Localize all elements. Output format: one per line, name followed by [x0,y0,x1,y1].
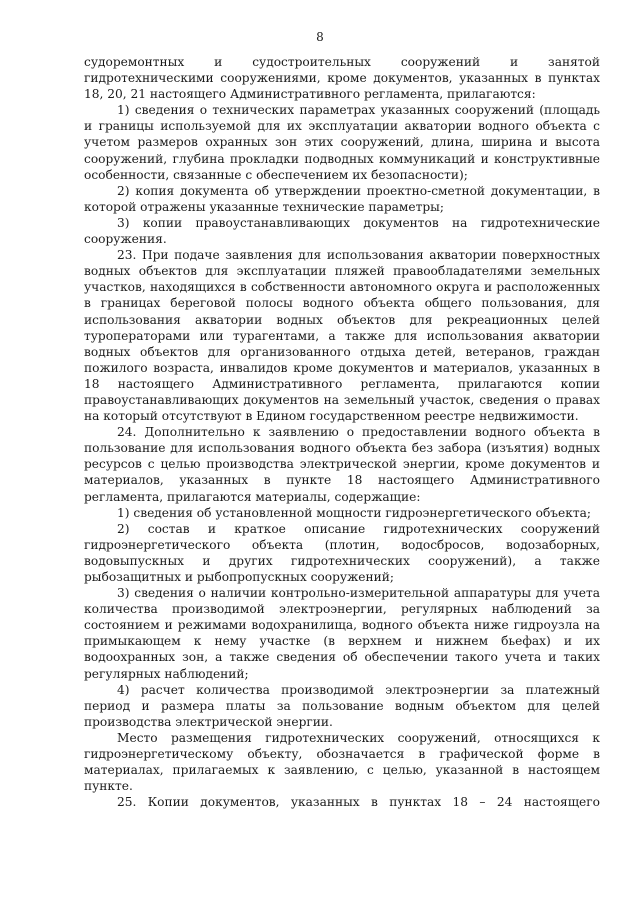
list-item-measurement-equipment: 3) сведения о наличии контрольно-измерительной аппаратуры для учета количества производимой электроэнергии, регулярных наблюдений за состоянием и режимами водохранилища, водного объекта ниже гидроузла на примыкающем к нему участке (в верхнем и нижнем бьефах) и их водоохранных зон, а также сведения об обеспечении такого учета и таких регулярных наблюдений; [84,586,600,681]
list-item-hydraulic-structures: 2) состав и краткое описание гидротехнических сооружений гидроэнергетического объекта (плотин, водосбросов, водозаборных, водовыпускных и других гидротехнических сооружений), а также рыбозащитных и рыбопропускных сооружений; [84,521,600,584]
list-item-electricity-calculation: 4) расчет количества производимой электроэнергии за платежный период и размера платы за пользование водным объектом для целей производства электрической энергии. [84,682,600,729]
clause-23: 23. При подаче заявления для использования акватории поверхностных водных объектов для эксплуатации пляжей правообладателями земельных участков, находящихся в собственности автономного округа и расположенных в границах береговой полосы водного объекта общего пользования, для использования акватории водных объектов для рекреационных целей туроператорами или турагентами, а также для использования акватории водных объектов для организованного отдыха детей, ветеранов, граждан пожилого возраста, инвалидов кроме документов и материалов, указанных в 18 настоящего Административного регламента, прилагаются копии правоустанавливающих документов на земельный участок, сведения о правах на который отсутствуют в Едином государственном реестре недвижимости. [84,248,600,424]
list-item-installed-capacity: 1) сведения об установленной мощности гидроэнергетического объекта; [117,505,591,520]
clause-25: 25. Копии документов, указанных в пунктах 18 – 24 настоящего [117,795,600,810]
list-item-project-approval-copy: 2) копия документа об утверждении проектно-сметной документации, в которой отражены указанные технические параметры; [84,183,600,214]
paragraph-location-note: Место размещения гидротехнических сооружений, относящихся к гидроэнергетическому объекту, обозначается в графической форме в материалах, прилагаемых к заявлению, с целью, указанной в настоящем пункте. [84,730,600,794]
paragraph-continuation: судоремонтных и судостроительных сооружений и занятой гидротехническими сооружениями, кроме документов, указанных в пунктах 18, 20, 21 настоящего Административного регламента, прилагаются: [84,55,600,102]
document-body [84,54,600,810]
page-number: 8 [316,30,324,44]
clause-24: 24. Дополнительно к заявлению о предоставлении водного объекта в пользование для использования водного объекта без забора (изъятия) водных ресурсов с целью производства электрической энергии, кроме документов и материалов, указанных в пункте 18 настоящего Административного регламента, прилагаются материалы, содержащие: [84,425,600,504]
list-item-title-documents: 3) копии правоустанавливающих документов на гидротехнические сооружения. [84,215,600,247]
list-item-technical-parameters: 1) сведения о технических параметрах указанных сооружений (площадь и границы используемой для их эксплуатации акватории водного объекта с учетом размеров охранных зон этих сооружений, длина, ширина и высота сооружений, глубина прокладки подводных коммуникаций и конструктивные особенности, связанные с обеспечением их безопасности); [84,103,600,182]
